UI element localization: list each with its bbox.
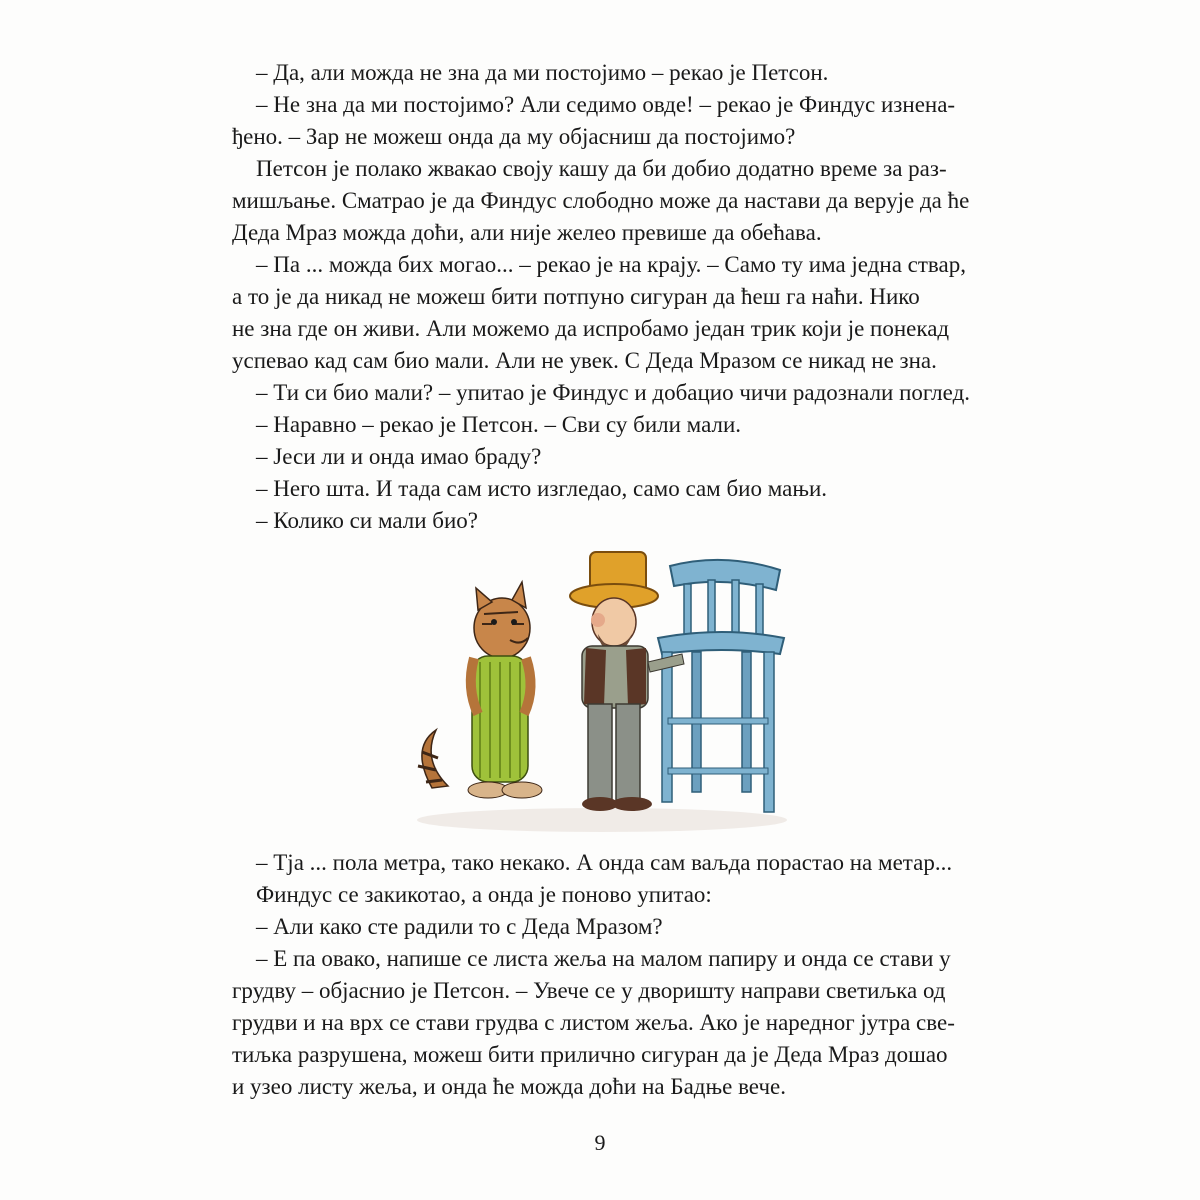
text-line: – Ти си био мали? – упитао је Финдус и добацио чичи радознали поглед. bbox=[256, 380, 971, 405]
text-line: Финдус се закикотао, а онда је поново упитао: bbox=[256, 882, 712, 907]
text-block-top bbox=[232, 57, 972, 537]
findus-cat-illustration bbox=[418, 582, 542, 798]
text-line: – Али како сте радили то с Деда Мразом? bbox=[256, 914, 663, 939]
text-line: – Е па овако, напише се листа жеља на малом папиру и онда се стави у bbox=[256, 946, 951, 971]
text-line: тиљка разрушена, можеш бити прилично сигуран да је Деда Мраз дошао bbox=[232, 1042, 948, 1067]
text-line: а то је да никад не можеш бити потпуно сигуран да ћеш га наћи. Нико bbox=[232, 284, 920, 309]
text-line: – Да, али можда не зна да ми постојимо – рекао је Петсон. bbox=[256, 60, 829, 85]
text-line: – Не зна да ми постојимо? Али седимо овде! – рекао је Финдус изнена- bbox=[256, 92, 956, 117]
text-line: Деда Мраз можда доћи, али није желео превише да обећава. bbox=[232, 220, 822, 245]
text-line: – Наравно – рекао је Петсон. – Сви су били мали. bbox=[256, 412, 742, 437]
page-number: 9 bbox=[594, 1130, 606, 1155]
text-line: – Тја ... пола метра, тако некако. А онда сам ваљда порастао на метар... bbox=[256, 850, 953, 875]
illustration bbox=[392, 538, 812, 838]
text-line: – Па ... можда бих могао... – рекао је на крају. – Само ту има једна ствар, bbox=[256, 252, 966, 277]
text-line: не зна где он живи. Али можемо да испробамо један трик који је понекад bbox=[232, 316, 950, 341]
text-line: грудви и на врх се стави грудва с листом жеља. Ако је наредног јутра све- bbox=[232, 1010, 955, 1035]
text-line: – Колико си мали био? bbox=[256, 508, 479, 533]
text-line: – Него шта. И тада сам исто изгледао, само сам био мањи. bbox=[256, 476, 828, 501]
text-line: ђено. – Зар не можеш онда да му објасниш да постојимо? bbox=[232, 124, 796, 149]
text-line: и узео листу жеља, и онда ће можда доћи на Бадње вече. bbox=[232, 1074, 786, 1099]
text-line: – Јеси ли и онда имао браду? bbox=[256, 444, 542, 469]
text-line: мишљање. Сматрао је да Финдус слободно може да настави да верује да ће bbox=[232, 188, 970, 213]
text-line: успевао кад сам био мали. Али не увек. С Деда Мразом се никад не зна. bbox=[232, 348, 937, 373]
text-line: грудву – објаснио је Петсон. – Увече се у дворишту направи светиљка од bbox=[232, 978, 946, 1003]
text-block-bottom bbox=[232, 847, 972, 1103]
floor-shadow bbox=[417, 808, 787, 832]
chair-illustration bbox=[658, 560, 784, 812]
text-line: Петсон је полако жвакао своју кашу да би добио додатно време за раз- bbox=[256, 156, 947, 181]
